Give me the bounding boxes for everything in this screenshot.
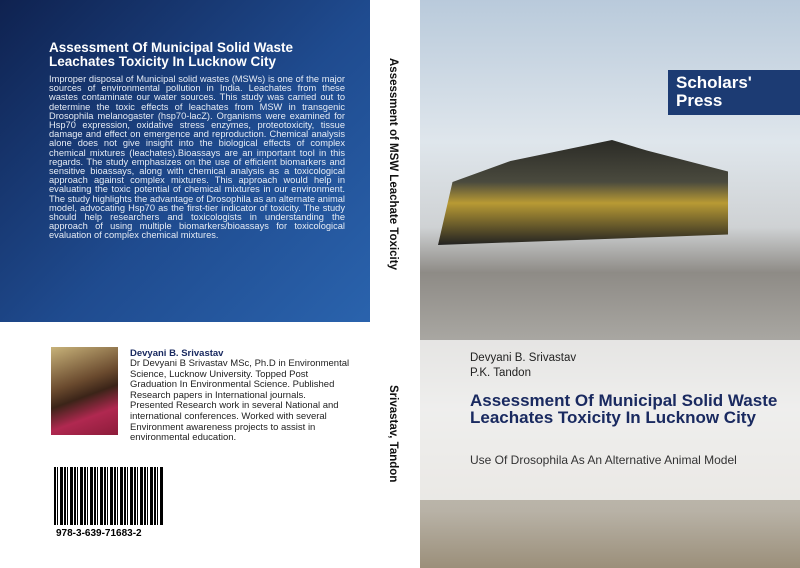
author-name: Devyani B. Srivastav <box>130 348 224 359</box>
spine-title: Assessment of MSW Leachate Toxicity <box>387 58 399 270</box>
back-cover <box>0 0 370 568</box>
publisher-logo: Scholars' Press <box>668 70 800 115</box>
spine <box>370 0 420 568</box>
back-abstract: Improper disposal of Municipal solid wastes (MSWs) is one of the major sources of environmental pollution in India. Leachates from these wastes contaminate our water sources. This study was carried out to determine the toxic effects of leachates from MSW in transgenic Drosophila melanogaster (hsp70-lacZ). Organisms were examined for Hsp70 expression, oxidative stress enzymes, proteotoxicity, tissue damage and effect on emergence and reproduction. Chemical analysis alone does not give insight into the biological effects of complex chemical mixtures (leachates).Bioassays are an important tool in this regards. The study emphasizes on the use of efficient biomarkers and sensitive bioassays, along with chemical analysis as a toxicological approach against complex mixtures. This approach would help in evaluating the toxic potential of chemical mixtures in our environment. The study highlights the advantage of Drosophila as an alternate animal model, advocating Hsp70 as the first-tier indicator of toxicity. The study should help researchers and toxicologists in understanding the approach of using multiple biomarkers/bioassays for toxicological evaluation of complex chemical mixtures. <box>49 74 345 241</box>
author-photo <box>51 347 118 435</box>
author-bio: Dr Devyani B Srivastav MSc, Ph.D in Environmental Science, Lucknow University. Topped Post Graduation In Environmental Science. Published Research papers in International journals. Presented Research work in several National and international conferences. Worked with several Environment awareness projects to assist in environmental education. <box>130 358 350 444</box>
isbn: 978-3-639-71683-2 <box>56 528 142 539</box>
barcode-icon <box>54 467 164 525</box>
front-author-1: Devyani B. Srivastav <box>470 352 577 364</box>
front-title: Assessment Of Municipal Solid Waste Leachates Toxicity In Lucknow City <box>470 391 778 427</box>
front-author-2: P.K. Tandon <box>470 367 531 379</box>
front-subtitle: Use Of Drosophila As An Alternative Animal Model <box>470 453 737 467</box>
back-title: Assessment Of Municipal Solid Waste Leachates Toxicity In Lucknow City <box>49 40 294 69</box>
spine-authors: Srivastav, Tandon <box>387 385 399 483</box>
front-authors <box>470 351 576 381</box>
